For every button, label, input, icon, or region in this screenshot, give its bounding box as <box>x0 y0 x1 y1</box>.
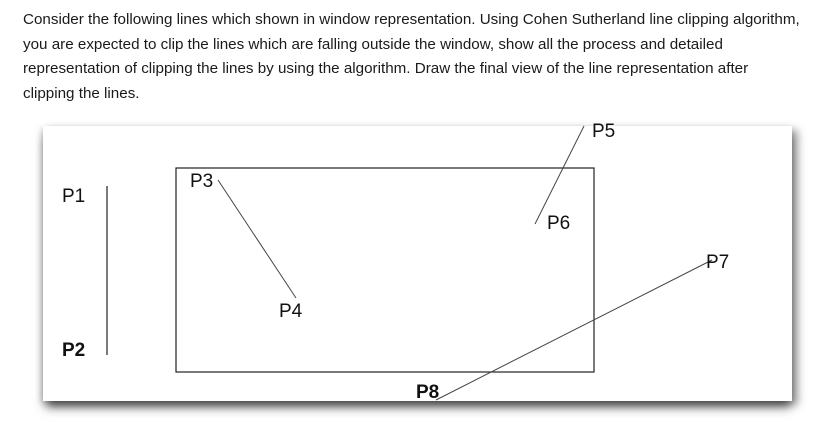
label-p2: P2 <box>62 340 86 361</box>
line-p7-p8 <box>436 260 712 400</box>
label-p1: P1 <box>62 186 86 207</box>
line-p5-p6 <box>535 126 584 224</box>
label-p5: P5 <box>592 121 616 142</box>
label-p7: P7 <box>706 252 730 273</box>
clipping-window <box>176 168 594 372</box>
question-text: Consider the following lines which shown in window representation. Using Cohen Sutherland line clipping algorithm, you are expected to clip the lines which are falling outside the window, show all the process and detailed representation of clipping the lines by using the algorithm. Draw the final view of the line representation after clipping the lines. <box>23 11 800 102</box>
label-p3: P3 <box>190 171 214 192</box>
label-p4: P4 <box>279 301 303 322</box>
label-p8: P8 <box>416 382 440 403</box>
line-p3-p4 <box>218 180 296 298</box>
label-p6: P6 <box>547 213 571 234</box>
